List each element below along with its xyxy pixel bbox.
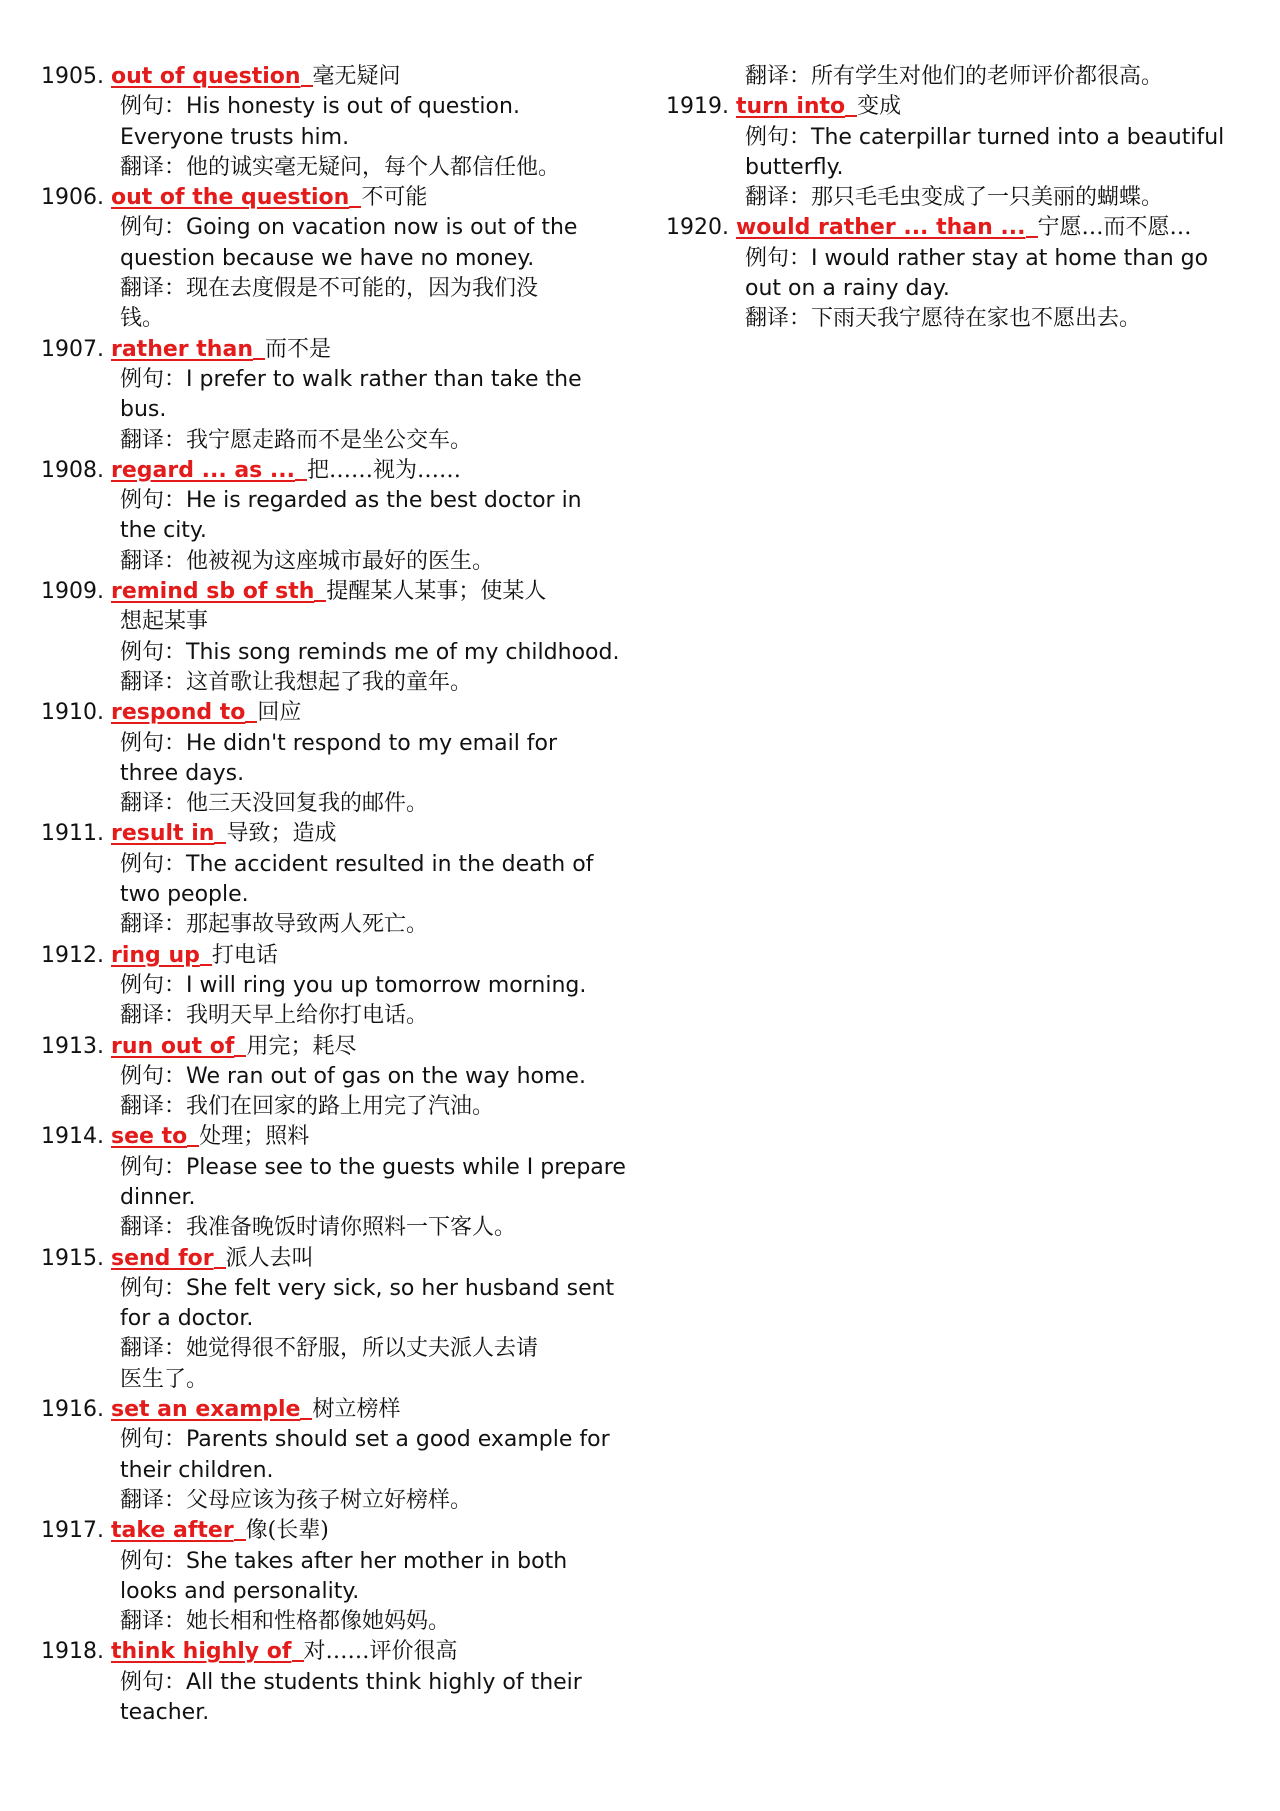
- phrase-underline-gap: [234, 1033, 246, 1057]
- translation-text: 他被视为这座城市最好的医生。: [186, 548, 495, 574]
- entry-number: 1920.: [666, 215, 729, 241]
- translation-text: 我宁愿走路而不是坐公交车。: [186, 427, 473, 453]
- vocab-entry: [41, 577, 641, 698]
- example-text: All the students think highly of their: [186, 1669, 582, 1695]
- entry-number: 1907.: [41, 336, 104, 362]
- vocab-entry: [41, 1395, 641, 1516]
- example-text: out on a rainy day.: [745, 276, 950, 302]
- entry-phrase: respond to: [110, 700, 246, 726]
- translation-line: [41, 910, 641, 940]
- phrase-underline-gap: [314, 578, 326, 602]
- vocab-entry: [41, 941, 641, 1032]
- example-text: She takes after her mother in both: [186, 1548, 568, 1574]
- translation-line: [666, 304, 1266, 334]
- vocab-entry-continued: [666, 62, 1266, 92]
- example-line: [41, 1547, 641, 1577]
- entry-meaning: 派人去叫: [225, 1245, 314, 1271]
- translation-line: [666, 62, 1266, 92]
- example-line: [41, 880, 641, 910]
- vocab-entry: [41, 183, 641, 334]
- phrase-underline-gap: [245, 699, 257, 723]
- example-text: Everyone trusts him.: [120, 124, 350, 150]
- phrase-underline-gap: [300, 1396, 312, 1420]
- entry-number: 1916.: [41, 1397, 104, 1423]
- example-label: 例句：: [120, 94, 187, 120]
- entry-phrase: result in: [110, 821, 215, 847]
- example-text: question because we have no money.: [120, 245, 535, 271]
- example-line: [41, 1304, 641, 1334]
- translation-label: 翻译：: [745, 64, 812, 89]
- example-text: He didn't respond to my email for: [186, 730, 558, 756]
- entry-header: [666, 92, 1266, 122]
- vocab-entry: [41, 698, 641, 819]
- vocab-entry: [41, 1122, 641, 1243]
- translation-line: [41, 1607, 641, 1637]
- entry-number: 1919.: [666, 94, 729, 120]
- translation-label: 翻译：: [120, 1487, 187, 1513]
- translation-text: 钱。: [120, 306, 165, 332]
- example-text: His honesty is out of question.: [186, 94, 520, 120]
- example-line: [41, 92, 641, 122]
- vocab-entry: [41, 1244, 641, 1395]
- entry-meaning: 打电话: [211, 942, 278, 968]
- example-label: 例句：: [120, 1275, 187, 1301]
- entry-meaning: 回应: [257, 700, 302, 726]
- example-label: 例句：: [120, 972, 187, 998]
- translation-line: [41, 789, 641, 819]
- translation-text: 她觉得很不舒服，所以丈夫派人去请: [186, 1336, 539, 1362]
- translation-label: 翻译：: [745, 185, 812, 211]
- example-label: 例句：: [120, 1669, 187, 1695]
- example-text: two people.: [120, 882, 249, 908]
- translation-label: 翻译：: [120, 427, 187, 453]
- entry-number: 1917.: [41, 1518, 104, 1544]
- entry-phrase: think highly of: [110, 1639, 292, 1665]
- example-line: [41, 395, 641, 425]
- example-text: This song reminds me of my childhood.: [186, 639, 620, 665]
- phrase-underline-gap: [349, 184, 361, 208]
- phrase-underline-gap: [187, 1123, 199, 1147]
- entry-header: [41, 456, 641, 486]
- entry-number: 1914.: [41, 1124, 104, 1150]
- entry-number: 1909.: [41, 579, 104, 605]
- example-label: 例句：: [120, 488, 187, 514]
- example-text: their children.: [120, 1457, 274, 1483]
- example-text: looks and personality.: [120, 1578, 360, 1604]
- entry-header: [41, 1637, 641, 1667]
- vocab-entry: [41, 456, 641, 577]
- example-label: 例句：: [120, 215, 187, 241]
- example-line: [41, 516, 641, 546]
- entry-header: [41, 819, 641, 849]
- example-text: We ran out of gas on the way home.: [186, 1063, 586, 1089]
- entry-phrase: set an example: [110, 1397, 301, 1423]
- example-line: [41, 1698, 641, 1728]
- translation-text: 所有学生对他们的老师评价都很高。: [811, 64, 1164, 89]
- entry-meaning: 对……评价很高: [303, 1639, 458, 1665]
- example-label: 例句：: [120, 366, 187, 392]
- translation-label: 翻译：: [120, 1336, 187, 1362]
- example-line: [41, 1274, 641, 1304]
- example-line: [666, 123, 1266, 153]
- translation-line: [41, 668, 641, 698]
- translation-text: 现在去度假是不可能的，因为我们没: [186, 276, 539, 302]
- translation-label: 翻译：: [120, 791, 187, 817]
- example-label: 例句：: [120, 639, 187, 665]
- translation-text: 她长相和性格都像她妈妈。: [186, 1609, 451, 1635]
- vocab-entry: [666, 213, 1266, 334]
- example-line: [666, 244, 1266, 274]
- entry-phrase: ring up: [110, 942, 200, 968]
- example-text: He is regarded as the best doctor in: [186, 488, 582, 514]
- example-text: I will ring you up tomorrow morning.: [186, 972, 587, 998]
- example-line: [41, 1425, 641, 1455]
- translation-text: 那只毛毛虫变成了一只美丽的蝴蝶。: [811, 185, 1164, 211]
- entry-number: 1910.: [41, 700, 104, 726]
- example-text: dinner.: [120, 1184, 196, 1210]
- translation-line: [41, 1213, 641, 1243]
- translation-line: [41, 153, 641, 183]
- translation-label: 翻译：: [120, 1609, 187, 1635]
- example-text: the city.: [120, 518, 207, 544]
- translation-text: 他的诚实毫无疑问，每个人都信任他。: [186, 154, 561, 180]
- vocab-entry: [41, 62, 641, 183]
- translation-text: 他三天没回复我的邮件。: [186, 791, 429, 817]
- example-line: [41, 638, 641, 668]
- example-label: 例句：: [120, 1154, 187, 1180]
- translation-line: [41, 1001, 641, 1031]
- example-line: [41, 1062, 641, 1092]
- entry-phrase: would rather ... than ...: [735, 215, 1026, 241]
- entry-phrase: send for: [110, 1245, 214, 1271]
- entry-meaning: 像(长辈): [245, 1518, 329, 1544]
- phrase-underline-gap: [253, 336, 265, 360]
- entry-meaning: 宁愿…而不愿…: [1037, 215, 1192, 241]
- entry-header: [41, 1122, 641, 1152]
- phrase-underline-gap: [295, 457, 307, 481]
- translation-line: [41, 1334, 641, 1364]
- entry-phrase: rather than: [110, 336, 253, 362]
- entry-number: 1912.: [41, 942, 104, 968]
- entry-phrase: turn into: [735, 94, 846, 120]
- example-line: [666, 153, 1266, 183]
- entry-phrase: take after: [110, 1518, 234, 1544]
- entry-meaning: 树立榜样: [312, 1397, 401, 1423]
- entry-phrase: out of the question: [110, 185, 350, 211]
- entry-header: [666, 213, 1266, 243]
- phrase-underline-gap: [214, 1245, 226, 1269]
- example-line: [41, 123, 641, 153]
- example-text: Please see to the guests while I prepare: [186, 1154, 626, 1180]
- entry-meaning: 提醒某人某事；使某人: [326, 579, 547, 605]
- entry-phrase: out of question: [110, 64, 301, 89]
- example-line: [41, 244, 641, 274]
- example-text: three days.: [120, 760, 245, 786]
- example-text: teacher.: [120, 1700, 210, 1726]
- entry-meaning: 而不是: [264, 336, 331, 362]
- example-text: butterfly.: [745, 154, 844, 180]
- phrase-underline-gap: [214, 820, 226, 844]
- example-label: 例句：: [120, 730, 187, 756]
- phrase-underline-gap: [845, 93, 857, 117]
- example-text: She felt very sick, so her husband sent: [186, 1275, 615, 1301]
- translation-line: [41, 1365, 641, 1395]
- example-line: [41, 850, 641, 880]
- vocab-entry: [41, 1637, 641, 1728]
- phrase-underline-gap: [301, 63, 313, 87]
- example-label: 例句：: [120, 1427, 187, 1453]
- vocab-entry: [666, 92, 1266, 213]
- entry-meaning: 用完；耗尽: [246, 1033, 357, 1059]
- entry-number: 1905.: [41, 64, 104, 89]
- right-column: [666, 62, 1266, 335]
- example-label: 例句：: [120, 1063, 187, 1089]
- vocab-entry: [41, 335, 641, 456]
- translation-line: [41, 1092, 641, 1122]
- entry-phrase: run out of: [110, 1033, 235, 1059]
- translation-line: [41, 426, 641, 456]
- entry-meaning: 导致；造成: [226, 821, 337, 847]
- phrase-underline-gap: [234, 1517, 246, 1541]
- translation-label: 翻译：: [745, 306, 812, 332]
- translation-text: 那起事故导致两人死亡。: [186, 912, 429, 938]
- translation-label: 翻译：: [120, 669, 187, 695]
- entry-phrase: see to: [110, 1124, 188, 1150]
- translation-text: 我们在回家的路上用完了汽油。: [186, 1094, 495, 1120]
- entry-number: 1918.: [41, 1639, 104, 1665]
- phrase-underline-gap: [292, 1638, 304, 1662]
- left-column: [41, 62, 641, 1728]
- translation-text: 下雨天我宁愿待在家也不愿出去。: [811, 306, 1142, 332]
- example-line: [41, 729, 641, 759]
- entry-meaning: 变成: [857, 94, 902, 120]
- example-text: The caterpillar turned into a beautiful: [811, 124, 1225, 150]
- translation-label: 翻译：: [120, 1003, 187, 1029]
- entry-meaning-continued: [41, 607, 641, 637]
- translation-label: 翻译：: [120, 1215, 187, 1241]
- entry-header: [41, 1244, 641, 1274]
- example-line: [41, 971, 641, 1001]
- translation-label: 翻译：: [120, 912, 187, 938]
- example-line: [41, 1183, 641, 1213]
- example-line: [41, 213, 641, 243]
- entry-header: [41, 1032, 641, 1062]
- example-text: for a doctor.: [120, 1306, 254, 1332]
- example-line: [666, 274, 1266, 304]
- entry-number: 1906.: [41, 185, 104, 211]
- example-text: bus.: [120, 397, 167, 423]
- example-text: Parents should set a good example for: [186, 1427, 610, 1453]
- example-label: 例句：: [745, 124, 812, 150]
- translation-label: 翻译：: [120, 276, 187, 302]
- entry-header: [41, 941, 641, 971]
- example-text: Going on vacation now is out of the: [186, 215, 578, 241]
- example-text: I would rather stay at home than go: [811, 245, 1209, 271]
- example-line: [41, 1668, 641, 1698]
- vocab-entry: [41, 1032, 641, 1123]
- vocab-entry: [41, 819, 641, 940]
- entry-meaning: 不可能: [361, 185, 428, 211]
- translation-text: 父母应该为孩子树立好榜样。: [186, 1487, 473, 1513]
- entry-header: [41, 577, 641, 607]
- entry-meaning: 毫无疑问: [312, 64, 401, 89]
- translation-text: 医生了。: [120, 1366, 209, 1392]
- translation-label: 翻译：: [120, 154, 187, 180]
- example-line: [41, 1153, 641, 1183]
- example-label: 例句：: [745, 245, 812, 271]
- translation-line: [666, 183, 1266, 213]
- entry-number: 1913.: [41, 1033, 104, 1059]
- translation-line: [41, 1486, 641, 1516]
- example-text: The accident resulted in the death of: [186, 851, 594, 877]
- vocab-entry: [41, 1516, 641, 1637]
- translation-text: 我明天早上给你打电话。: [186, 1003, 429, 1029]
- entry-number: 1911.: [41, 821, 104, 847]
- translation-line: [41, 304, 641, 334]
- translation-text: 我准备晚饭时请你照料一下客人。: [186, 1215, 517, 1241]
- entry-phrase: remind sb of sth: [110, 579, 315, 605]
- phrase-underline-gap: [1026, 214, 1038, 238]
- entry-header: [41, 183, 641, 213]
- example-line: [41, 1456, 641, 1486]
- example-label: 例句：: [120, 851, 187, 877]
- entry-header: [41, 335, 641, 365]
- entry-header: [41, 62, 641, 92]
- example-label: 例句：: [120, 1548, 187, 1574]
- translation-text: 这首歌让我想起了我的童年。: [186, 669, 473, 695]
- entry-header: [41, 1395, 641, 1425]
- entry-number: 1908.: [41, 457, 104, 483]
- translation-label: 翻译：: [120, 548, 187, 574]
- translation-label: 翻译：: [120, 1094, 187, 1120]
- phrase-underline-gap: [200, 942, 212, 966]
- translation-line: [41, 547, 641, 577]
- entry-meaning: 处理；照料: [199, 1124, 310, 1150]
- entry-meaning-2: 想起某事: [120, 609, 209, 635]
- entry-header: [41, 1516, 641, 1546]
- entry-phrase: regard ... as ...: [110, 457, 296, 483]
- example-line: [41, 1577, 641, 1607]
- translation-line: [41, 274, 641, 304]
- example-line: [41, 486, 641, 516]
- entry-header: [41, 698, 641, 728]
- entry-number: 1915.: [41, 1245, 104, 1271]
- example-line: [41, 365, 641, 395]
- entry-meaning: 把……视为……: [307, 457, 462, 483]
- example-text: I prefer to walk rather than take the: [186, 366, 582, 392]
- example-line: [41, 759, 641, 789]
